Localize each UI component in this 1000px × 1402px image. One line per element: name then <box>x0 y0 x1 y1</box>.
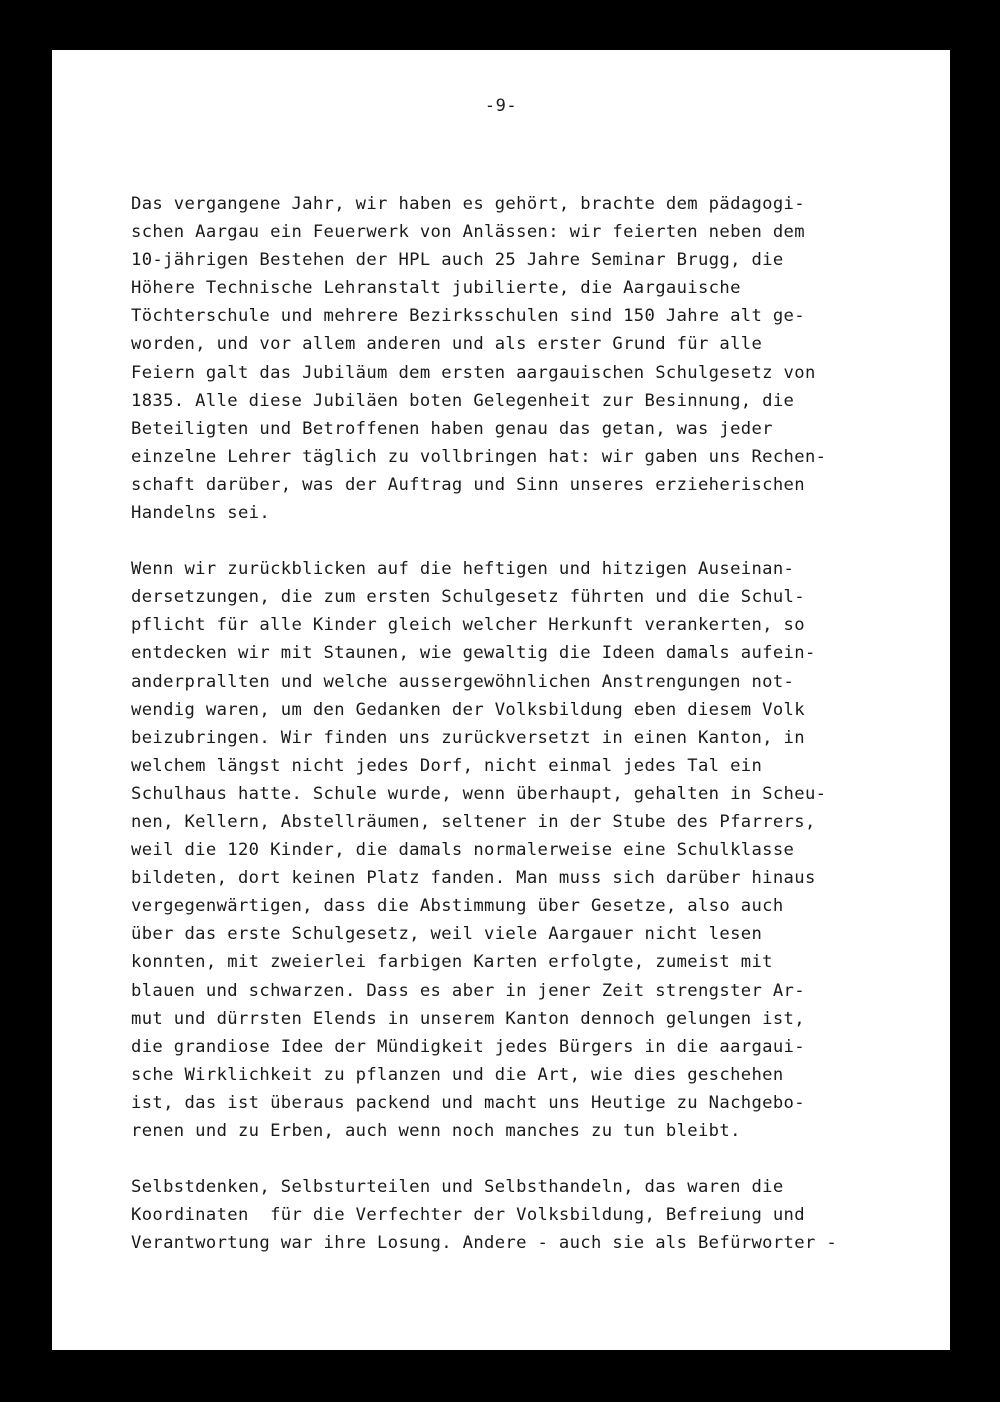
text-line: Verantwortung war ihre Losung. Andere - auch sie als Befürworter - <box>131 1233 838 1254</box>
text-line: nen, Kellern, Abstellräumen, seltener in der Stube des Pfarrers, <box>131 811 816 832</box>
text-line: ist, das ist überaus packend und macht uns Heutige zu Nachgebo- <box>131 1092 805 1113</box>
paragraph-2 <box>131 555 891 1145</box>
text-line: welchem längst nicht jedes Dorf, nicht einmal jedes Tal ein <box>131 755 763 776</box>
paragraph-3 <box>131 1173 891 1257</box>
text-line: renen und zu Erben, auch wenn noch manches zu tun bleibt. <box>131 1121 741 1141</box>
text-line: konnten, mit zweierlei farbigen Karten erfolgte, zumeist mit <box>131 952 773 973</box>
text-line: vergegenwärtigen, dass die Abstimmung über Gesetze, also auch <box>131 896 784 917</box>
text-line: sche Wirklichkeit zu pflanzen und die Art, wie dies geschehen <box>131 1064 784 1085</box>
text-line: einzelne Lehrer täglich zu vollbringen hat: wir gaben uns Rechen- <box>131 446 827 467</box>
text-line: die grandiose Idee der Mündigkeit jedes Bürgers in die aargaui- <box>131 1036 805 1057</box>
text-line: über das erste Schulgesetz, weil viele Aargauer nicht lesen <box>131 924 763 945</box>
text-line: entdecken wir mit Staunen, wie gewaltig die Ideen damals aufein- <box>131 643 816 664</box>
text-line: wendig waren, um den Gedanken der Volksbildung eben diesem Volk <box>131 699 805 720</box>
text-line: bildeten, dort keinen Platz fanden. Man muss sich darüber hinaus <box>131 868 816 889</box>
body-text <box>131 190 891 1285</box>
text-line: schaft darüber, was der Auftrag und Sinn unseres erzieherischen <box>131 474 805 495</box>
text-line: weil die 120 Kinder, die damals normalerweise eine Schulklasse <box>131 840 795 861</box>
text-line: mut und dürrsten Elends in unserem Kanton dennoch gelungen ist, <box>131 1008 805 1029</box>
text-line: Das vergangene Jahr, wir haben es gehört, brachte dem pädagogi- <box>131 194 805 214</box>
text-line: 10-jährigen Bestehen der HPL auch 25 Jahre Seminar Brugg, die <box>131 250 784 271</box>
text-line: 1835. Alle diese Jubiläen boten Gelegenheit zur Besinnung, die <box>131 390 795 411</box>
text-line: Schulhaus hatte. Schule wurde, wenn überhaupt, gehalten in Scheu- <box>131 783 827 804</box>
text-line: Handelns sei. <box>131 503 271 524</box>
text-line: Selbstdenken, Selbsturteilen und Selbsthandeln, das waren die <box>131 1177 784 1198</box>
text-line: Töchterschule und mehrere Bezirksschulen sind 150 Jahre alt ge- <box>131 306 805 327</box>
document-page <box>52 50 950 1350</box>
page-number: -9- <box>484 96 518 116</box>
text-line: Höhere Technische Lehranstalt jubilierte, die Aargauische <box>131 278 741 299</box>
text-line: dersetzungen, die zum ersten Schulgesetz führten und die Schul- <box>131 587 805 608</box>
text-line: schen Aargau ein Feuerwerk von Anlässen: wir feierten neben dem <box>131 222 805 243</box>
text-line: pflicht für alle Kinder gleich welcher Herkunft verankerten, so <box>131 615 805 636</box>
text-line: beizubringen. Wir finden uns zurückversetzt in einen Kanton, in <box>131 727 805 748</box>
text-line: worden, und vor allem anderen und als erster Grund für alle <box>131 334 763 355</box>
text-line: Feiern galt das Jubiläum dem ersten aargauischen Schulgesetz von <box>131 362 816 383</box>
text-line: blauen und schwarzen. Dass es aber in jener Zeit strengster Ar- <box>131 980 805 1001</box>
text-line: Beteiligten und Betroffenen haben genau das getan, was jeder <box>131 418 773 439</box>
text-line: Wenn wir zurückblicken auf die heftigen und hitzigen Auseinan- <box>131 559 795 580</box>
text-line: anderprallten und welche aussergewöhnlichen Anstrengungen not- <box>131 671 795 692</box>
text-line: Koordinaten für die Verfechter der Volksbildung, Befreiung und <box>131 1205 805 1226</box>
paragraph-1 <box>131 190 891 527</box>
